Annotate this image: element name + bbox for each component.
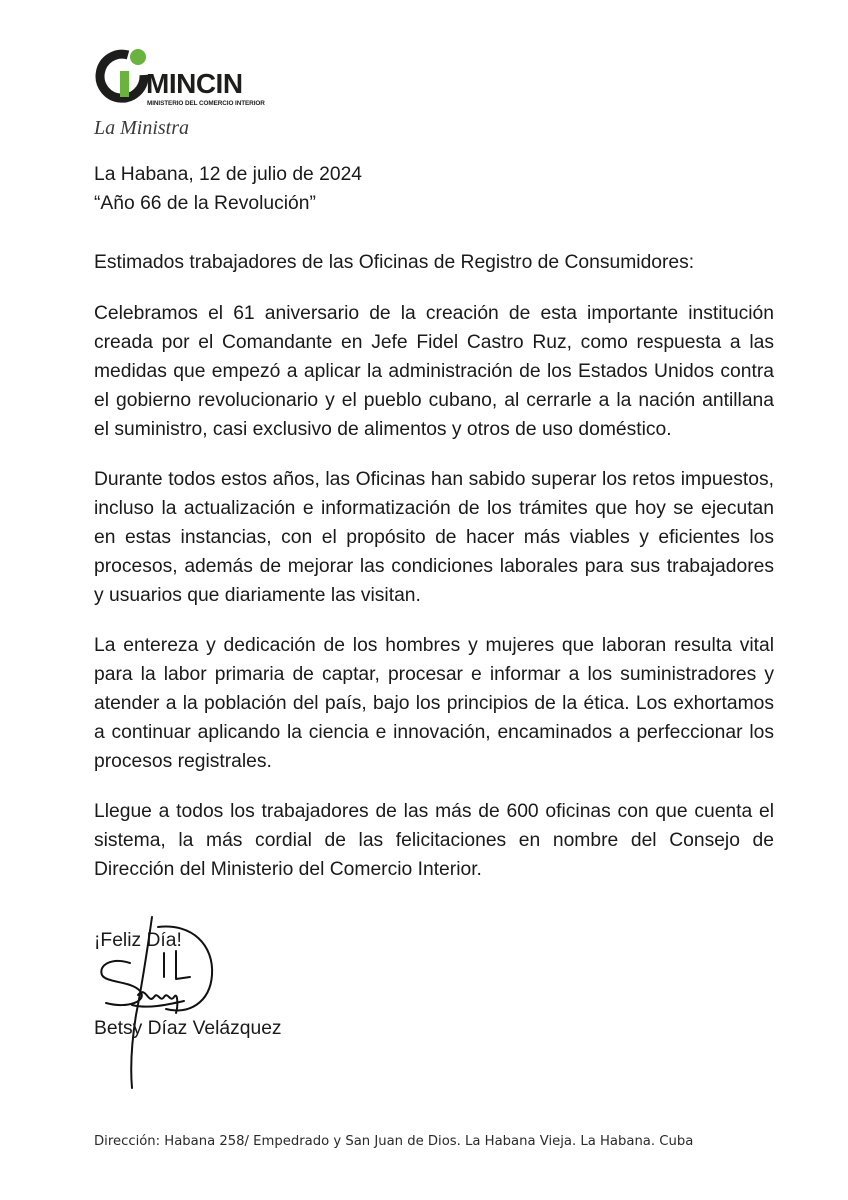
logo-name: MINCIN [146, 68, 243, 99]
sender-name: Betsy Díaz Velázquez [94, 1018, 282, 1039]
paragraph-1: Celebramos el 61 aniversario de la creación de esta importante institución creada por el Comandante en Jefe Fidel Castro Ruz, como respuesta a las medidas que empezó a aplicar la administración de los Estados Unidos contra el gobierno revolucionario y el pueblo cubano, al cerrarle a la nación antillana el suministro, casi exclusivo de alimentos y otros de uso doméstico. [94, 303, 774, 440]
logo-subtitle: MINISTERIO DEL COMERCIO INTERIOR [147, 100, 265, 107]
letter-body [94, 160, 774, 905]
minister-title: La Ministra [94, 117, 190, 139]
footer-address: Dirección: Habana 258/ Empedrado y San Juan de Dios. La Habana Vieja. La Habana. Cuba [94, 1134, 694, 1149]
date-line: La Habana, 12 de julio de 2024 [94, 164, 363, 185]
date-block [94, 160, 774, 218]
closing: ¡Feliz Día! [94, 930, 182, 951]
salutation: Estimados trabajadores de las Oficinas de Registro de Consumidores: [94, 252, 695, 273]
handwritten-signature-icon [92, 905, 232, 1095]
paragraph-2: Durante todos estos años, las Oficinas han sabido superar los retos impuestos, incluso la actualización e informatización de los trámites que hoy se ejecutan en estas instancias, con el propósito de hacer más viables y eficientes los procesos, además de mejorar las condiciones laborales para sus trabajadores y usuarios que diariamente las visitan. [94, 469, 774, 606]
mincin-logo-icon [94, 45, 150, 111]
paragraph-4: Llegue a todos los trabajadores de las más de 600 oficinas con que cuenta el sistema, la más cordial de las felicitaciones en nombre del Consejo de Dirección del Ministerio del Comercio Interior. [94, 801, 774, 880]
paragraph-3: La entereza y dedicación de los hombres y mujeres que laboran resulta vital para la labor primaria de captar, procesar e informar a los suministradores y atender a la población del país, bajo los principios de la ética. Los exhortamos a continuar aplicando la ciencia e innovación, encaminados a perfeccionar los procesos registrales. [94, 635, 774, 772]
letterhead [94, 45, 314, 145]
year-motto: “Año 66 de la Revolución” [94, 193, 316, 214]
